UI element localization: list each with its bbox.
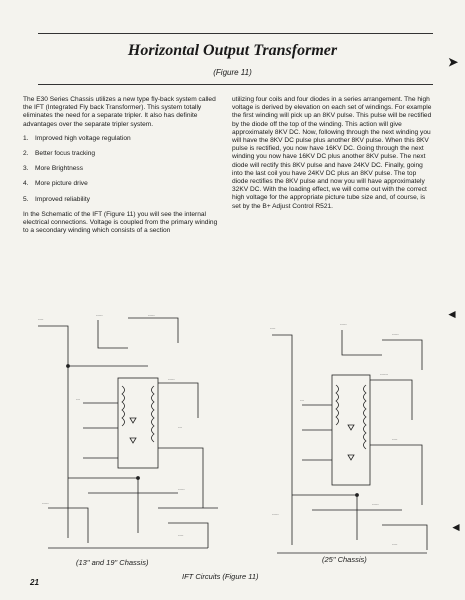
svg-text:-----: ----- [168,376,175,381]
svg-text:-----: ----- [178,486,185,491]
margin-arrow-icon: ➤ [448,55,459,69]
schematic-paragraph: In the Schematic of the IFT (Figure 11) you will see the internal electrical connections. Voltage is coupled from the primary winding to a secondary winding which consists of a section [23,210,218,235]
figure-caption: IFT Circuits (Figure 11) [182,572,259,581]
intro-paragraph: The E30 Series Chassis utilizes a new type fly-back system called the IFT (Integrated Fly back Transformer). This system totally eliminates the need for a separate tripler. It also has definite advantages over the separate tripler system. [23,96,216,128]
left-column [23,96,220,241]
svg-text:---: --- [178,424,182,429]
title-rule [38,84,433,85]
svg-text:-----: ----- [42,500,49,505]
svg-text:-----: ----- [148,312,155,317]
list-item: 1. Improved high voltage regulation [23,134,131,142]
svg-text:----: ---- [178,532,184,537]
advantages-list [23,135,220,204]
high-voltage-paragraph: utilizing four coils and four diodes in a series arrangement. The high voltage is derived by elevation on each set of windings. For example the first winding will pick up an 8KV pulse. This pulse will be rectified by the diode off the top of the winding. This action will give approximately 8KV DC. Now, following through the next winding you will have the 8KV DC pulse plus another 8KV pulse. When this 8KV pulse is rectified, you now have 16KV DC. Going through the next winding you now have 16KV DC plus another 8KV pulse. The next diode will rectify this 8KV pulse and have 24KV DC. Finally, going into the last coil you have 24KV DC plus an 8KV pulse. The top diode rectifies the 8KV pulse and now you will have approximately 32KV DC. With the loading effect, we will come out with the correct high voltage for the appropriate picture tube size and, of course, is set by the B+ Adjust Control R521. [232,96,432,210]
page-title: Horizontal Output Transformer [127,42,338,59]
svg-text:----: ---- [38,316,44,321]
list-item: 3. More Brightness [23,165,84,173]
page-number: 21 [30,578,39,587]
svg-text:----: ---- [392,436,398,441]
schematic-13-19-inch [28,308,228,564]
margin-arrow-icon: ◄ [446,307,458,321]
svg-text:-----: ----- [272,511,279,516]
caption-25-inch: (25" Chassis) [322,555,367,564]
list-item: 5. Improved reliability [23,195,90,203]
list-item: 2. Better focus tracking [23,150,96,158]
svg-text:---: --- [300,397,304,402]
svg-text:----: ---- [392,541,398,546]
svg-text:----: ---- [270,325,276,330]
svg-text:-----: ----- [96,312,103,317]
svg-text:-----: ----- [340,321,347,326]
margin-arrow-icon: ◄ [450,520,462,534]
svg-text:-----: ----- [372,501,379,506]
top-rule [38,33,433,34]
svg-text:-----: ----- [392,331,399,336]
svg-text:---: --- [76,396,80,401]
right-column [232,96,432,217]
svg-text:------: ------ [380,371,388,376]
figure-reference: (Figure 11) [213,68,252,77]
list-item: 4. More picture drive [23,180,88,188]
caption-13-19-inch: (13" and 19" Chassis) [76,558,149,567]
schematic-25-inch [262,315,437,565]
